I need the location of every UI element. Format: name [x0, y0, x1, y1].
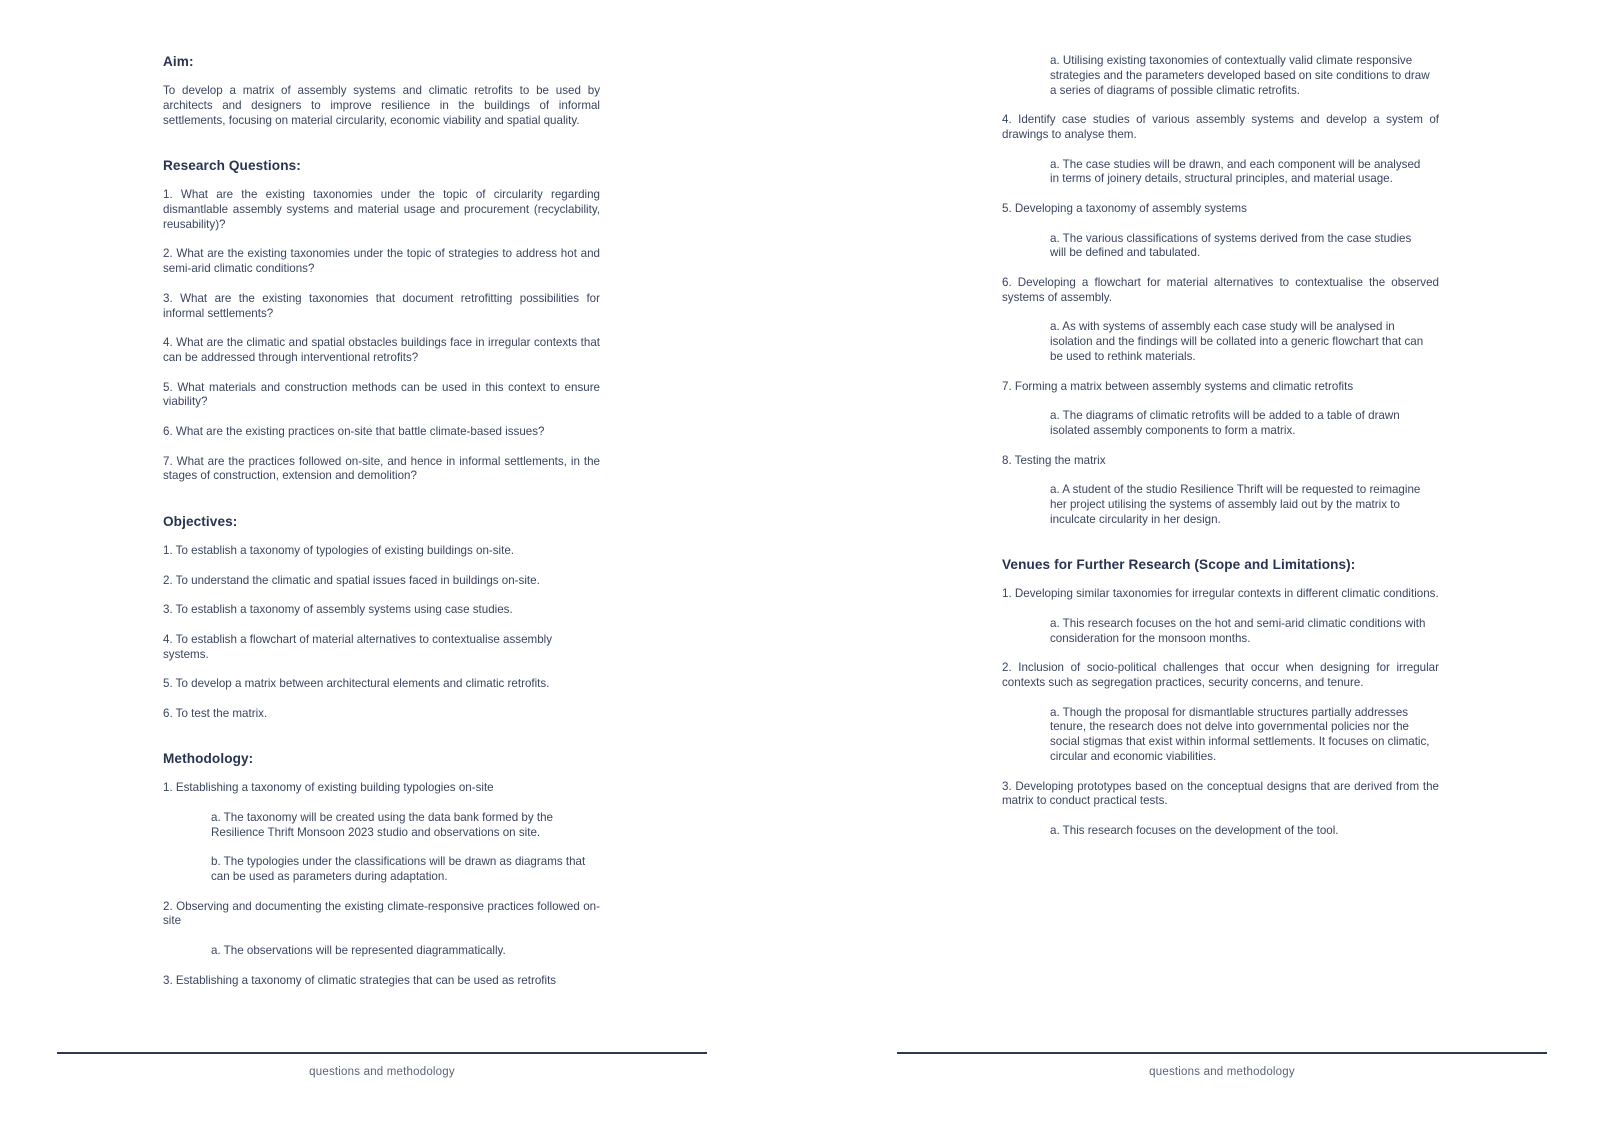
methodology-step-2: 2. Observing and documenting the existing climate-responsive practices followed on-site: [163, 899, 600, 928]
left-footer-rule: [57, 1052, 707, 1054]
methodology-step-4: 4. Identify case studies of various assembly systems and develop a system of drawings to analyse them.: [1002, 113, 1439, 141]
research-question-7: 7. What are the practices followed on-site, and hence in informal settlements, in the stages of construction, extension and demolition?: [163, 454, 600, 483]
left-text-column: [163, 54, 600, 1003]
objective-2: 2. To understand the climatic and spatial issues faced in buildings on-site.: [163, 573, 540, 587]
objectives-heading: Objectives:: [163, 513, 238, 529]
venue-1a: a. This research focuses on the hot and semi-arid climatic conditions with consideration for the monsoon months.: [1050, 616, 1426, 645]
venue-2: 2. Inclusion of socio-political challenges that occur when designing for irregular contexts such as segregation practices, security concerns, and tenure.: [1002, 661, 1439, 690]
methodology-heading: Methodology:: [163, 751, 254, 767]
research-questions-heading: Research Questions:: [163, 158, 301, 174]
venue-3: 3. Developing prototypes based on the conceptual designs that are derived from the matrix to conduct practical tests.: [1002, 779, 1439, 808]
methodology-step-4a: a. The case studies will be drawn, and each component will be analysed in terms of joinery details, structural principles, and material usage.: [1050, 157, 1421, 186]
methodology-step-6: 6. Developing a flowchart for material alternatives to contextualise the observed systems of assembly.: [1002, 275, 1439, 304]
right-page: [800, 0, 1600, 1131]
venue-1: 1. Developing similar taxonomies for irregular contexts in different climatic conditions.: [1002, 587, 1439, 601]
right-text-column: [1002, 54, 1439, 854]
left-footer-text: questions and methodology: [309, 1066, 455, 1078]
venues-heading: Venues for Further Research (Scope and Limitations):: [1002, 557, 1356, 573]
objective-6: 6. To test the matrix.: [163, 706, 268, 720]
aim-heading: Aim:: [163, 54, 194, 69]
methodology-step-6a: a. As with systems of assembly each case study will be analysed in isolation and the findings will be collated into a generic flowchart that can be used to rethink materials.: [1050, 320, 1424, 363]
methodology-step-3: 3. Establishing a taxonomy of climatic strategies that can be used as retrofits: [163, 973, 557, 987]
methodology-step-7a: a. The diagrams of climatic retrofits will be added to a table of drawn isolated assembly components to form a matrix.: [1050, 409, 1400, 437]
methodology-step-3a: a. Utilising existing taxonomies of contextually valid climate responsive strategies and the parameters developed based on site conditions to draw a series of diagrams of possible climatic retrofits.: [1050, 54, 1430, 97]
objective-3: 3. To establish a taxonomy of assembly systems using case studies.: [163, 603, 513, 617]
methodology-step-5: 5. Developing a taxonomy of assembly systems: [1002, 201, 1247, 215]
methodology-step-1: 1. Establishing a taxonomy of existing building typologies on-site: [163, 781, 494, 795]
objective-5: 5. To develop a matrix between architectural elements and climatic retrofits.: [163, 677, 550, 691]
methodology-step-1b: b. The typologies under the classifications will be drawn as diagrams that can be used as parameters during adaptation.: [211, 855, 586, 884]
methodology-step-7: 7. Forming a matrix between assembly systems and climatic retrofits: [1002, 379, 1354, 393]
methodology-step-8: 8. Testing the matrix: [1002, 453, 1106, 467]
methodology-step-5a: a. The various classifications of systems derived from the case studies will be defined and tabulated.: [1050, 231, 1412, 260]
right-footer-text: questions and methodology: [1149, 1066, 1295, 1078]
research-question-6: 6. What are the existing practices on-site that battle climate-based issues?: [163, 424, 545, 438]
methodology-step-1a: a. The taxonomy will be created using the data bank formed by the Resilience Thrift Monsoon 2023 studio and observations on site.: [211, 810, 554, 839]
right-footer-rule: [897, 1052, 1547, 1054]
aim-text: To develop a matrix of assembly systems and climatic retrofits to be used by architects and designers to improve resilience in the buildings of informal settlements, focusing on material circularity, economic viability and spatial quality.: [163, 84, 600, 127]
venue-3a: a. This research focuses on the development of the tool.: [1050, 824, 1339, 838]
methodology-step-2a: a. The observations will be represented diagrammatically.: [211, 944, 506, 958]
methodology-step-8a: a. A student of the studio Resilience Thrift will be requested to reimagine her project utilising the systems of assembly laid out by the matrix to inculcate circularity in her design.: [1050, 483, 1421, 526]
venue-2a: a. Though the proposal for dismantlable structures partially addresses tenure, the research does not delve into governmental policies nor the social stigmas that exist within informal settlements. It focuses on climatic, circular and economic viabilities.: [1050, 705, 1430, 764]
objective-4: 4. To establish a flowchart of material alternatives to contextualise assembly systems.: [163, 632, 553, 661]
research-question-2: 2. What are the existing taxonomies under the topic of strategies to address hot and semi-arid climatic conditions?: [163, 247, 600, 276]
research-question-4: 4. What are the climatic and spatial obstacles buildings face in irregular contexts that can be addressed through interventional retrofits?: [163, 336, 600, 364]
objective-1: 1. To establish a taxonomy of typologies of existing buildings on-site.: [163, 543, 515, 557]
research-question-5: 5. What materials and construction methods can be used in this context to ensure viability?: [163, 380, 600, 409]
research-question-1: 1. What are the existing taxonomies under the topic of circularity regarding dismantlable assembly systems and material usage and procurement (recyclability, reusability)?: [163, 188, 600, 231]
research-question-3: 3. What are the existing taxonomies that document retrofitting possibilities for informal settlements?: [163, 291, 600, 320]
